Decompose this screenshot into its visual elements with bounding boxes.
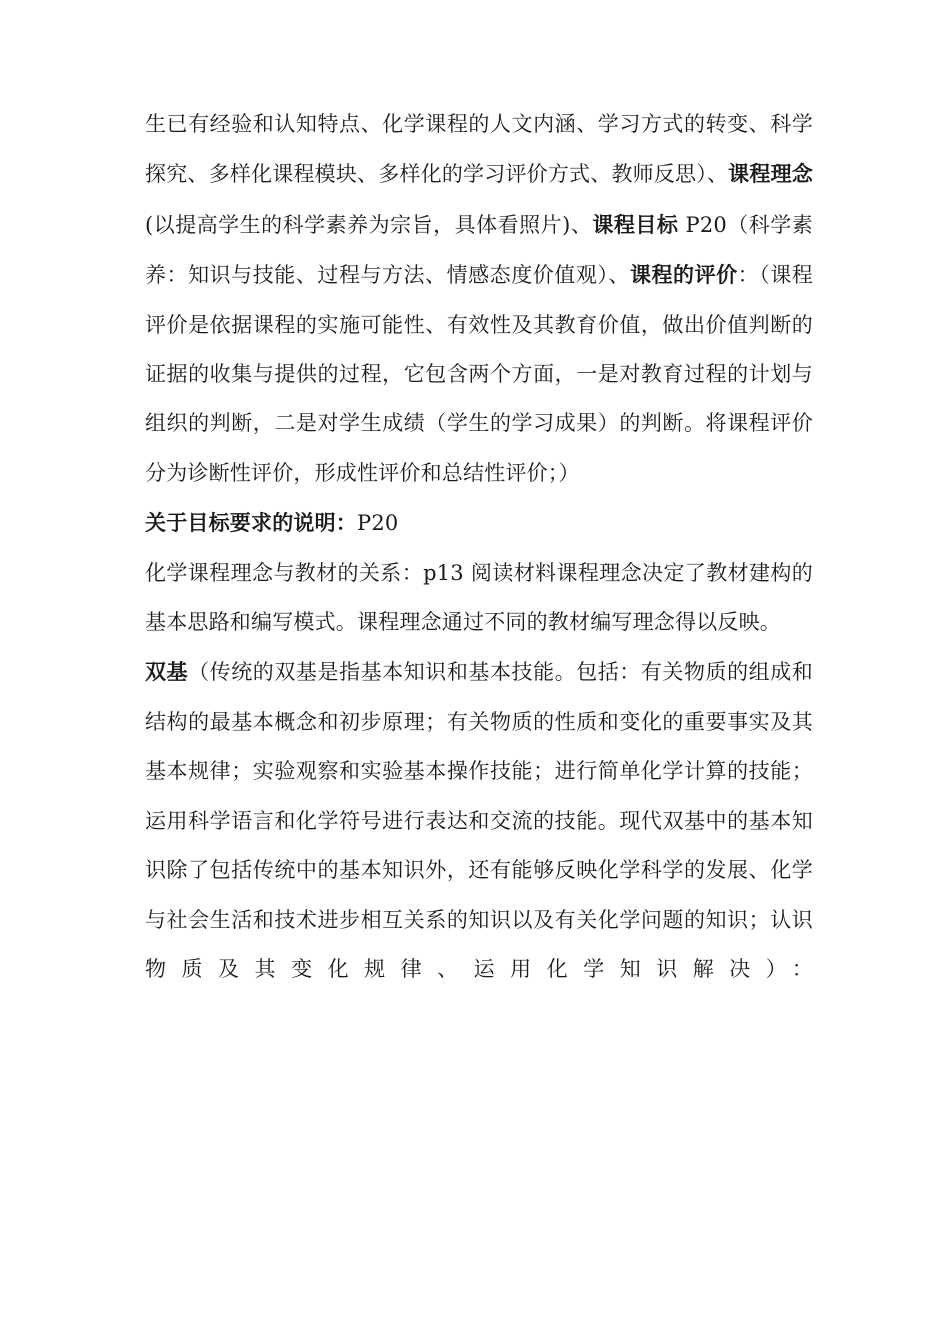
bold-term-curriculum-goal: 课程目标 xyxy=(592,211,679,237)
text-segment: ：（课程评价是依据课程的实施可能性、有效性及其教育价值，做出价值判断的证据的收集与提供的过程，它包含两个方面，一是对教育过程的计划与组织的判断，二是对学生成绩（学生的学习成果）的判断。将课程评价分为诊断性评价，形成性评价和总结性评价；） xyxy=(145,263,813,485)
paragraph-concept-textbook xyxy=(145,549,813,648)
document-page xyxy=(145,100,813,994)
bold-term-curriculum-concept: 课程理念 xyxy=(728,161,813,187)
text-segment: P20 xyxy=(357,511,399,536)
bold-term-double-basics: 双基 xyxy=(145,659,189,685)
text-segment: P20（科学素养：知识与技能、过程与方法、情感态度价值观）、 xyxy=(145,212,813,288)
paragraph-curriculum xyxy=(145,100,813,498)
text-segment: 化学课程理念与教材的关系：p13 阅读材料课程理念决定了教材建构的基本思路和编写模式。课程理念通过不同的教材编写理念得以反映。 xyxy=(145,560,813,635)
bold-term-curriculum-evaluation: 课程的评价 xyxy=(629,262,738,288)
paragraph-goal-requirements xyxy=(145,498,813,548)
bold-heading-goal-requirements: 关于目标要求的说明： xyxy=(145,510,357,536)
paragraph-double-basics xyxy=(145,647,813,994)
text-segment: (以提高学生的科学素养为宗旨，具体看照片)、 xyxy=(145,212,593,237)
text-segment: （传统的双基是指基本知识和基本技能。包括：有关物质的组成和结构的最基本概念和初步原理；有关物质的性质和变化的重要事实及其基本规律；实验观察和实验基本操作技能；进行简单化学计算的技能；运用科学语言和化学符号进行表达和交流的技能。现代双基中的基本知识除了包括传统中的基本知识外，还有能够反映化学科学的发展、化学与社会生活和技术进步相互关系的知识以及有关化学问题的知识；认识物质及其变化规律、运用化学知识解决）： xyxy=(145,660,813,981)
text-segment: 生已有经验和认知特点、化学课程的人文内涵、学习方式的转变、科学探究、多样化课程模块、多样化的学习评价方式、教师反思）、 xyxy=(145,112,813,187)
